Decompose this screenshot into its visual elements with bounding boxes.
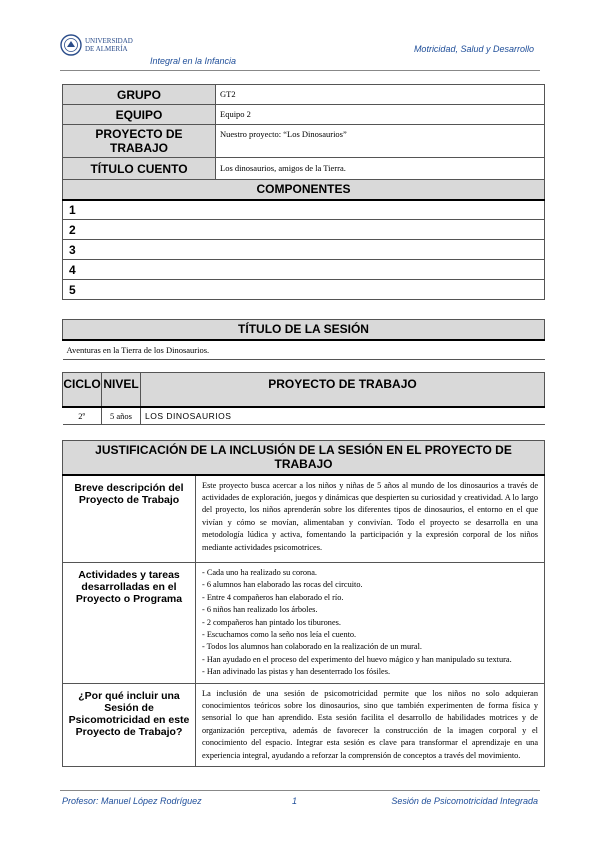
actividades-label: Actividades y tareas desarrolladas en el Proyecto o Programa bbox=[63, 563, 196, 684]
logo-text bbox=[85, 37, 133, 53]
footer-page-number: 1 bbox=[292, 796, 298, 806]
grupo-value: GT2 bbox=[216, 85, 545, 105]
justificacion-header-row bbox=[63, 441, 545, 475]
logo-line-1: UNIVERSIDAD bbox=[85, 37, 133, 45]
logo-line-2: DE ALMERÍA bbox=[85, 45, 128, 53]
row-equipo bbox=[63, 105, 545, 125]
row-proyecto bbox=[63, 125, 545, 158]
nivel-value-row bbox=[63, 407, 545, 425]
sesion-value: Aventuras en la Tierra de los Dinosaurios. bbox=[63, 340, 545, 360]
row-titulo bbox=[63, 158, 545, 180]
breve-text: Este proyecto busca acercar a los niños y niñas de 5 años al mundo de los dinosaurios a través de actividades de exploración, juegos y dinámicas que despierten su curiosidad y creatividad. A lo largo del proyecto, los niños aprenderán sobre los diferentes tipos de dinosaurios, el entorno en el que vivían y cómo se movían, alimentaban y convivían. Todo el proyecto se desarrolla en una metodología lúdica y activa, fomentando la participación y la expresión corporal de los niños mediante actividades psicomotrices. bbox=[196, 475, 545, 563]
porque-label: ¿Por qué incluir una Sesión de Psicomotricidad en este Proyecto de Trabajo? bbox=[63, 683, 196, 766]
header-right-title: Motricidad, Salud y Desarrollo bbox=[413, 44, 534, 54]
sesion-title: TÍTULO DE LA SESIÓN bbox=[63, 320, 545, 340]
university-seal-icon bbox=[60, 34, 82, 56]
list-item: - Entre 4 compañeros han elaborado el río. bbox=[202, 592, 344, 602]
equipo-value: Equipo 2 bbox=[216, 105, 545, 125]
footer-divider bbox=[60, 790, 540, 791]
actividades-row bbox=[63, 563, 545, 684]
breve-label: Breve descripción del Proyecto de Trabajo bbox=[63, 475, 196, 563]
proyecto-label: PROYECTO DE TRABAJO bbox=[63, 125, 216, 158]
componentes-header-row bbox=[63, 180, 545, 200]
componente-number: 3 bbox=[63, 240, 545, 260]
componentes-title: COMPONENTES bbox=[63, 180, 545, 200]
sesion-table bbox=[62, 319, 545, 360]
titulo-label: TÍTULO CUENTO bbox=[63, 158, 216, 180]
componente-number: 2 bbox=[63, 220, 545, 240]
nivel-value: 5 años bbox=[102, 407, 141, 425]
row-grupo bbox=[63, 85, 545, 105]
actividades-cell bbox=[196, 563, 545, 684]
header-divider bbox=[60, 70, 540, 71]
actividades-list bbox=[202, 567, 538, 679]
proyecto-trabajo-label: PROYECTO DE TRABAJO bbox=[141, 373, 545, 407]
porque-row bbox=[63, 683, 545, 766]
componente-row bbox=[63, 200, 545, 220]
list-item: - Escuchamos como la seño nos leía el cuento. bbox=[202, 630, 357, 640]
list-item: - Han adivinado las pistas y han desenterrado los fósiles. bbox=[202, 667, 391, 677]
list-item: - 6 niños han realizado los árboles. bbox=[202, 605, 318, 615]
componente-row bbox=[63, 240, 545, 260]
ciclo-label: CICLO bbox=[63, 373, 102, 407]
university-logo bbox=[60, 32, 140, 58]
info-table bbox=[62, 84, 545, 300]
sesion-value-row bbox=[63, 340, 545, 360]
justificacion-title: JUSTIFICACIÓN DE LA INCLUSIÓN DE LA SESIÓN EN EL PROYECTO DE TRABAJO bbox=[63, 441, 545, 475]
ciclo-value: 2º bbox=[63, 407, 102, 425]
componente-number: 5 bbox=[63, 280, 545, 300]
sesion-header-row bbox=[63, 320, 545, 340]
breve-row bbox=[63, 475, 545, 563]
componente-number: 4 bbox=[63, 260, 545, 280]
header-subtitle: Integral en la Infancia bbox=[150, 56, 237, 66]
componente-row bbox=[63, 280, 545, 300]
nivel-header-row bbox=[63, 373, 545, 407]
list-item: - 2 compañeros han pintado los tiburones. bbox=[202, 617, 341, 627]
equipo-label: EQUIPO bbox=[63, 105, 216, 125]
porque-text: La inclusión de una sesión de psicomotricidad permite que los niños no solo adquieran conocimientos teóricos sobre los dinosaurios, sino que también experimenten de forma física y sensorial lo que han aprendido. Esta sesión facilita el desarrollo de habilidades motrices y de organización perceptiva, además de favorecer la construcción de la imagen corporal y el conocimiento del espacio. Integrar esta sesión es clave para transformar el aprendizaje en una experiencia integral, ayudando a reforzar la comprensión de conceptos a través del movimiento. bbox=[196, 683, 545, 766]
nivel-label: NIVEL bbox=[102, 373, 141, 407]
justificacion-table bbox=[62, 440, 545, 767]
nivel-table bbox=[62, 372, 545, 425]
componente-number: 1 bbox=[63, 200, 545, 220]
titulo-value: Los dinosaurios, amigos de la Tierra. bbox=[216, 158, 545, 180]
componente-row bbox=[63, 220, 545, 240]
footer-professor: Profesor: Manuel López Rodríguez bbox=[62, 796, 202, 806]
list-item: - 6 alumnos han elaborado las rocas del circuito. bbox=[202, 580, 363, 590]
list-item: - Han ayudado en el proceso del experimento del huevo mágico y han manipulado su textura. bbox=[202, 654, 512, 664]
footer-session: Sesión de Psicomotricidad Integrada bbox=[391, 796, 538, 806]
proyecto-trabajo-value: LOS DINOSAURIOS bbox=[141, 407, 545, 425]
componente-row bbox=[63, 260, 545, 280]
proyecto-value: Nuestro proyecto: “Los Dinosaurios” bbox=[216, 125, 545, 158]
grupo-label: GRUPO bbox=[63, 85, 216, 105]
list-item: - Todos los alumnos han colaborado en la realización de un mural. bbox=[202, 642, 422, 652]
list-item: - Cada uno ha realizado su corona. bbox=[202, 568, 317, 577]
